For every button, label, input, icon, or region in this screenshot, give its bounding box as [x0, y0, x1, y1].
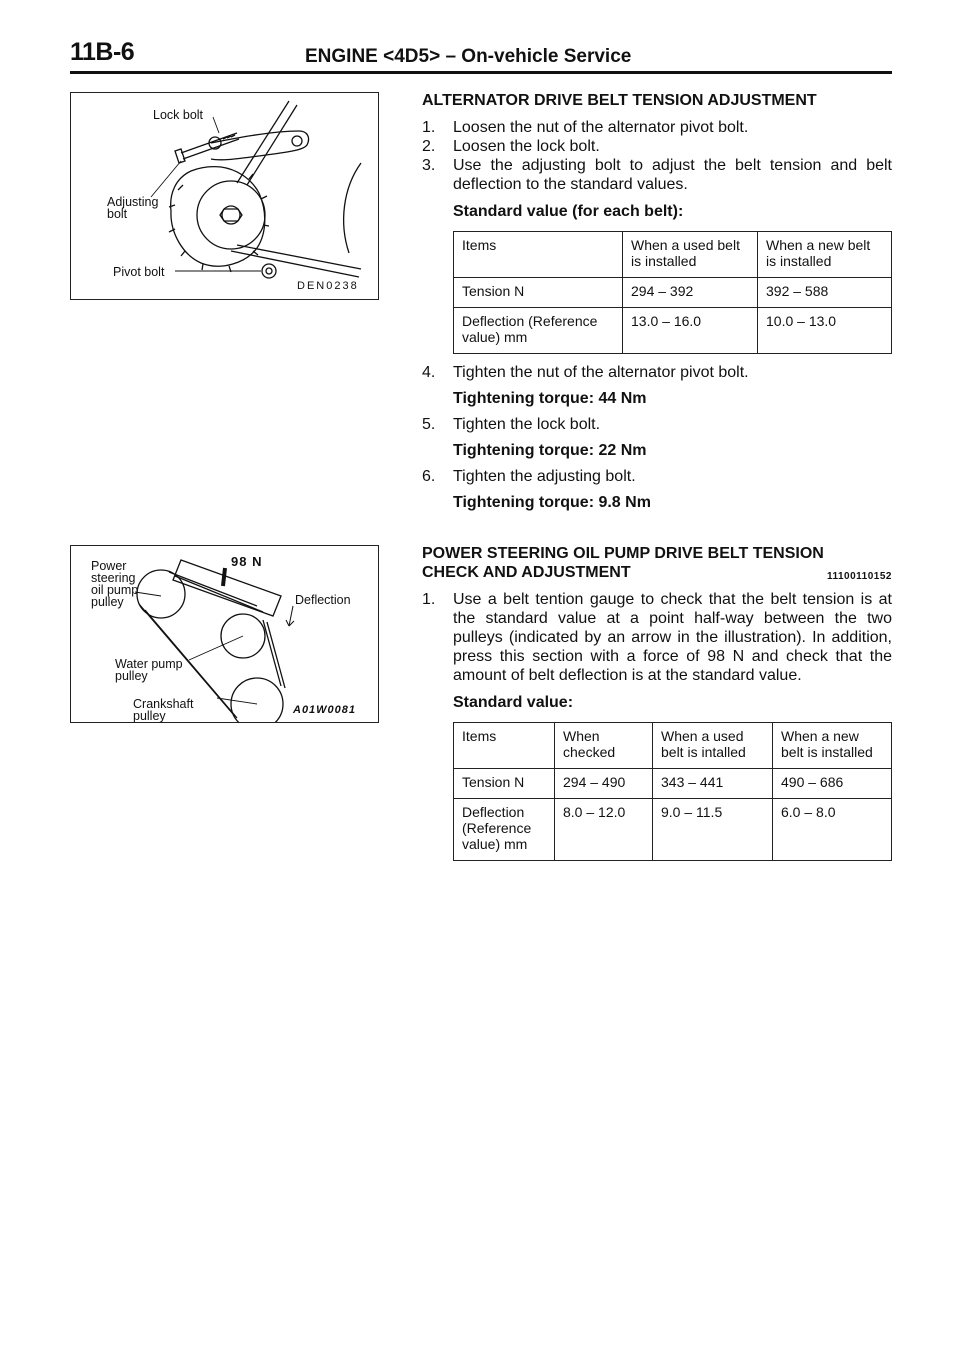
ps-pump-label-line2: steering — [91, 571, 136, 585]
table-cell: Tension N — [454, 278, 623, 308]
table-row — [454, 308, 892, 354]
crankshaft-label-line2: pulley — [133, 709, 166, 723]
table-header-cell: When a used belt is intalled — [653, 723, 773, 769]
ps-pump-label-line3: oil pump — [91, 583, 139, 597]
step-3: 3. Use the adjusting bolt to adjust the belt tension and belt deflection to the standard values. — [422, 157, 892, 193]
table-cell: 13.0 – 16.0 — [623, 308, 758, 354]
section-heading: POWER STEERING OIL PUMP DRIVE BELT TENSION — [422, 545, 824, 562]
table-header-cell: Items — [454, 232, 623, 278]
alternator-spec-table — [453, 231, 892, 354]
ps-pump-label: Power — [91, 559, 127, 573]
step-6: 6. Tighten the adjusting bolt. — [422, 468, 636, 485]
torque-spec: Tightening torque: 44 Nm — [453, 390, 647, 407]
table-cell: 10.0 – 13.0 — [758, 308, 892, 354]
table-cell: 9.0 – 11.5 — [653, 799, 773, 861]
page-title: ENGINE <4D5> – On-vehicle Service — [305, 46, 632, 67]
table-header-cell: When a new belt is installed — [758, 232, 892, 278]
alternator-belt-illustration — [70, 92, 379, 300]
ps-spec-table — [453, 722, 892, 861]
table-row — [454, 799, 892, 861]
table-row — [454, 278, 892, 308]
standard-value-label: Standard value: — [453, 694, 574, 711]
table-header-cell: When a new belt is installed — [773, 723, 892, 769]
step-2: 2. Loosen the lock bolt. — [422, 138, 600, 155]
table-cell: Deflection (Reference value) mm — [454, 799, 555, 861]
step-1: 1. Loosen the nut of the alternator pivot bolt. — [422, 119, 749, 136]
section-heading: ALTERNATOR DRIVE BELT TENSION ADJUSTMENT — [422, 92, 817, 109]
table-row — [454, 232, 892, 278]
crankshaft-label: Crankshaft — [133, 697, 194, 711]
ps-pump-belt-illustration — [70, 545, 379, 723]
standard-value-label: Standard value (for each belt): — [453, 203, 684, 220]
step-4: 4. Tighten the nut of the alternator pivot bolt. — [422, 364, 749, 381]
force-label: 98 N — [231, 554, 263, 569]
table-cell: 8.0 – 12.0 — [555, 799, 653, 861]
table-cell: 294 – 392 — [623, 278, 758, 308]
adjusting-bolt-label: Adjusting — [107, 195, 159, 209]
water-pump-label-line2: pulley — [115, 669, 148, 683]
figure-code: DEN0238 — [297, 280, 359, 292]
header-divider — [70, 71, 892, 74]
adjusting-bolt-label-line2: bolt — [107, 207, 128, 221]
table-cell: 6.0 – 8.0 — [773, 799, 892, 861]
table-header-cell: Items — [454, 723, 555, 769]
pivot-bolt-label: Pivot bolt — [113, 265, 165, 279]
figure-code: A01W0081 — [293, 704, 357, 716]
section-code: 11100110152 — [826, 571, 892, 582]
table-cell: 490 – 686 — [773, 769, 892, 799]
water-pump-label: Water pump — [115, 657, 183, 671]
torque-spec: Tightening torque: 22 Nm — [453, 442, 647, 459]
table-cell: 294 – 490 — [555, 769, 653, 799]
page-number: 11B-6 — [70, 38, 135, 66]
torque-spec: Tightening torque: 9.8 Nm — [453, 494, 651, 511]
table-header-cell: When checked — [555, 723, 653, 769]
section-heading-line2: CHECK AND ADJUSTMENT — [422, 564, 631, 581]
ps-pump-label-line4: pulley — [91, 595, 124, 609]
table-cell: 392 – 588 — [758, 278, 892, 308]
table-cell: Tension N — [454, 769, 555, 799]
step-1: 1. Use a belt tention gauge to check that the belt tension is at the standard value at a point half-way between the two pulleys (indicated by an arrow in the illustration). In addition, press this section with a force of 98 N and check that the amount of belt deflection is at the standard value. — [422, 591, 892, 684]
alternator-section — [422, 91, 892, 512]
table-cell: 343 – 441 — [653, 769, 773, 799]
deflection-label: Deflection — [295, 593, 351, 607]
lock-bolt-label: Lock bolt — [153, 108, 204, 122]
power-steering-section — [422, 544, 892, 861]
step-5: 5. Tighten the lock bolt. — [422, 416, 601, 433]
table-row — [454, 723, 892, 769]
table-cell: Deflection (Reference value) mm — [454, 308, 623, 354]
table-row — [454, 769, 892, 799]
table-header-cell: When a used belt is installed — [623, 232, 758, 278]
